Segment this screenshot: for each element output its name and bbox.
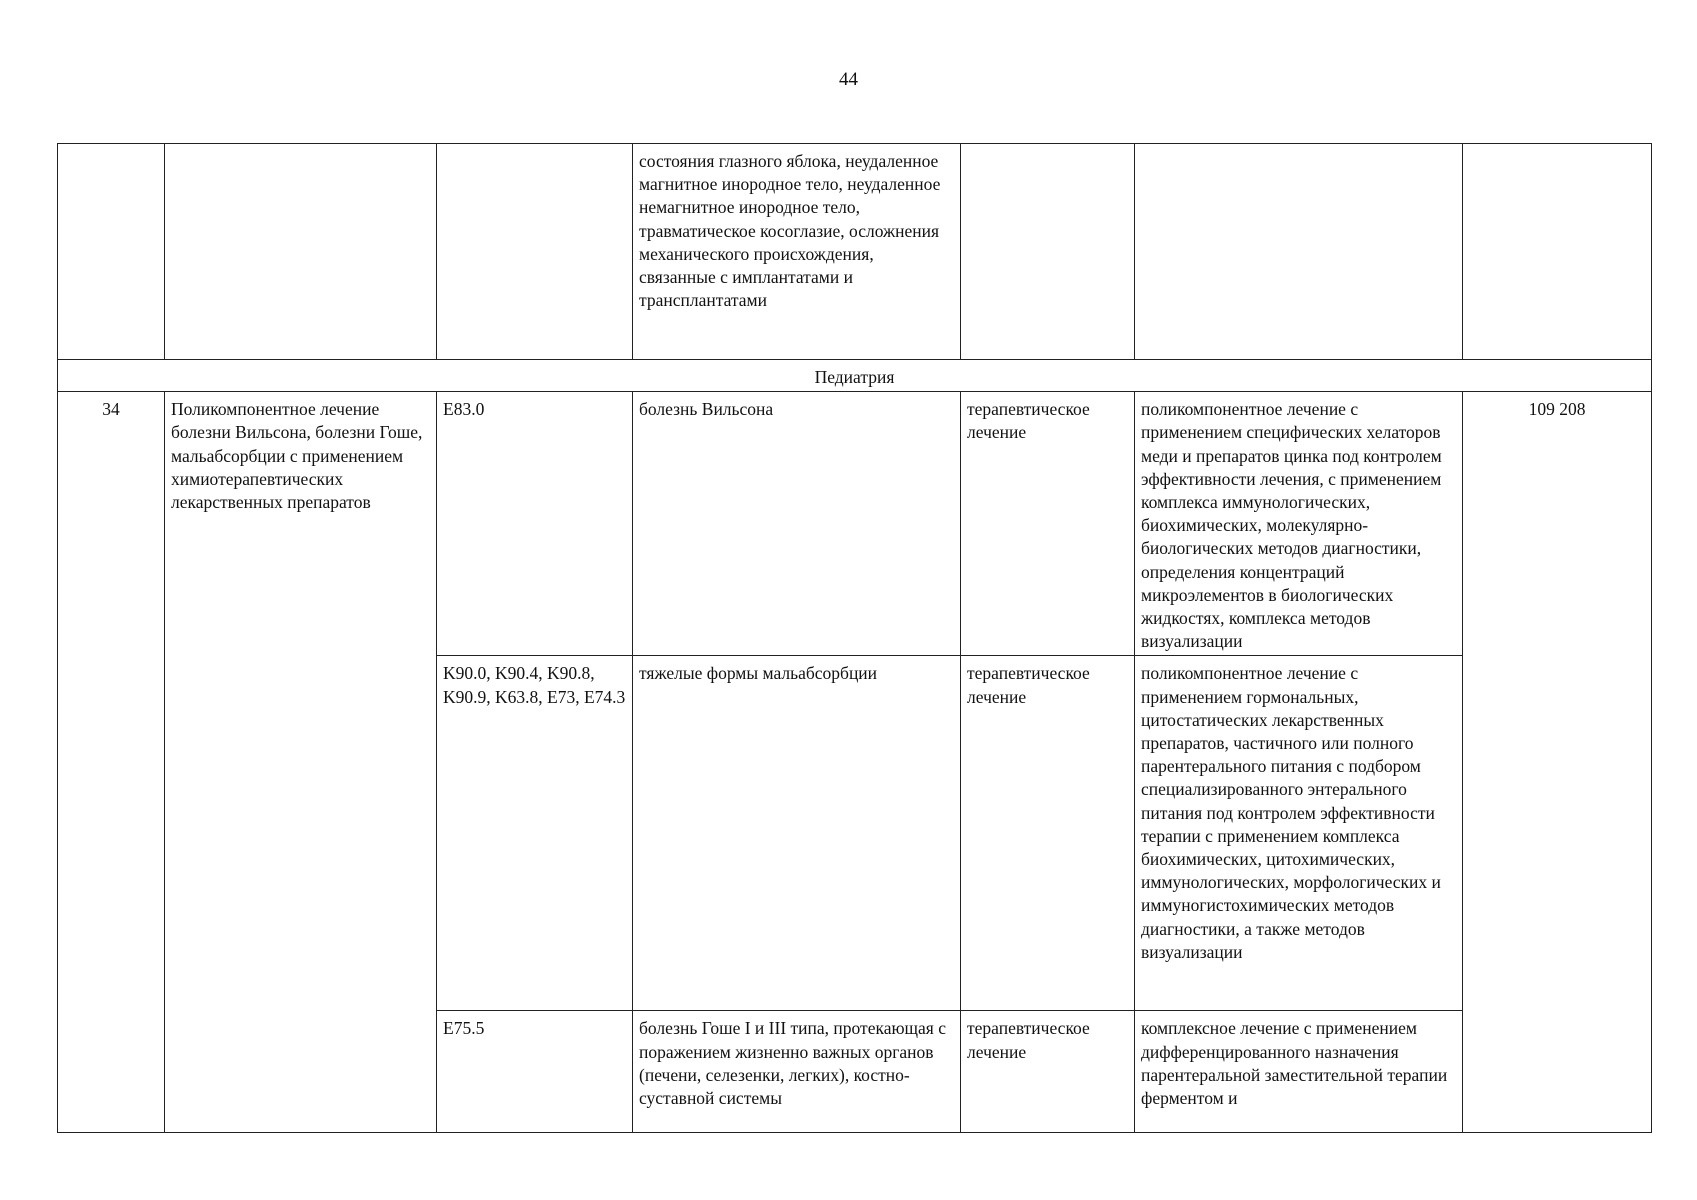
medical-care-table: [57, 143, 1652, 1133]
table-row: [58, 392, 1652, 656]
cell-treatment-type: терапевтическое лечение: [961, 1011, 1135, 1133]
cell-diagnosis: болезнь Гоше I и III типа, протекающая с поражением жизненно важных органов (печени, селезенки, легких), костно-суставной системы: [633, 1011, 961, 1133]
cell-diagnosis: тяжелые формы мальабсорбции: [633, 656, 961, 1011]
cell-entry-number: 34: [58, 392, 165, 1133]
cell-treatment-type: терапевтическое лечение: [961, 392, 1135, 656]
cell-codes: E75.5: [437, 1011, 633, 1133]
cell-treatment-type-empty: [961, 144, 1135, 360]
cell-entry-cost: 109 208: [1463, 392, 1652, 1133]
continuation-row: [58, 144, 1652, 360]
cell-treatment-type: терапевтическое лечение: [961, 656, 1135, 1011]
cell-method: поликомпонентное лечение с применением гормональных, цитостатических лекарственных препаратов, частичного или полного парентерального питания с подбором специализированного энтерального питания под контролем эффективности терапии с применением комплекса биохимических, цитохимических, иммунологических, морфологических и иммуногистохимических методов диагностики, а также методов визуализации: [1135, 656, 1463, 1011]
cell-name-empty: [165, 144, 437, 360]
cell-codes-empty: [437, 144, 633, 360]
cell-number-empty: [58, 144, 165, 360]
section-row: [58, 360, 1652, 392]
cell-method: поликомпонентное лечение с применением специфических хелаторов меди и препаратов цинка под контролем эффективности лечения, с применением комплекса иммунологических, биохимических, молекулярно-биологических методов диагностики, определения концентраций микроэлементов в биологических жидкостях, комплекса методов визуализации: [1135, 392, 1463, 656]
cell-cost-empty: [1463, 144, 1652, 360]
cell-diagnosis: состояния глазного яблока, неудаленное магнитное инородное тело, неудаленное немагнитное инородное тело, травматическое косоглазие, осложнения механического происхождения, связанные с имплантатами и трансплантатами: [633, 144, 961, 360]
cell-method-empty: [1135, 144, 1463, 360]
section-title: Педиатрия: [58, 360, 1652, 392]
cell-diagnosis: болезнь Вильсона: [633, 392, 961, 656]
cell-codes: K90.0, K90.4, K90.8, K90.9, K63.8, E73, E74.3: [437, 656, 633, 1011]
cell-method: комплексное лечение с применением дифференцированного назначения парентеральной заместительной терапии ферментом и: [1135, 1011, 1463, 1133]
cell-entry-name: Поликомпонентное лечение болезни Вильсона, болезни Гоше, мальабсорбции с применением химиотерапевтических лекарственных препаратов: [165, 392, 437, 1133]
page-number: 44: [839, 69, 858, 90]
cell-codes: E83.0: [437, 392, 633, 656]
